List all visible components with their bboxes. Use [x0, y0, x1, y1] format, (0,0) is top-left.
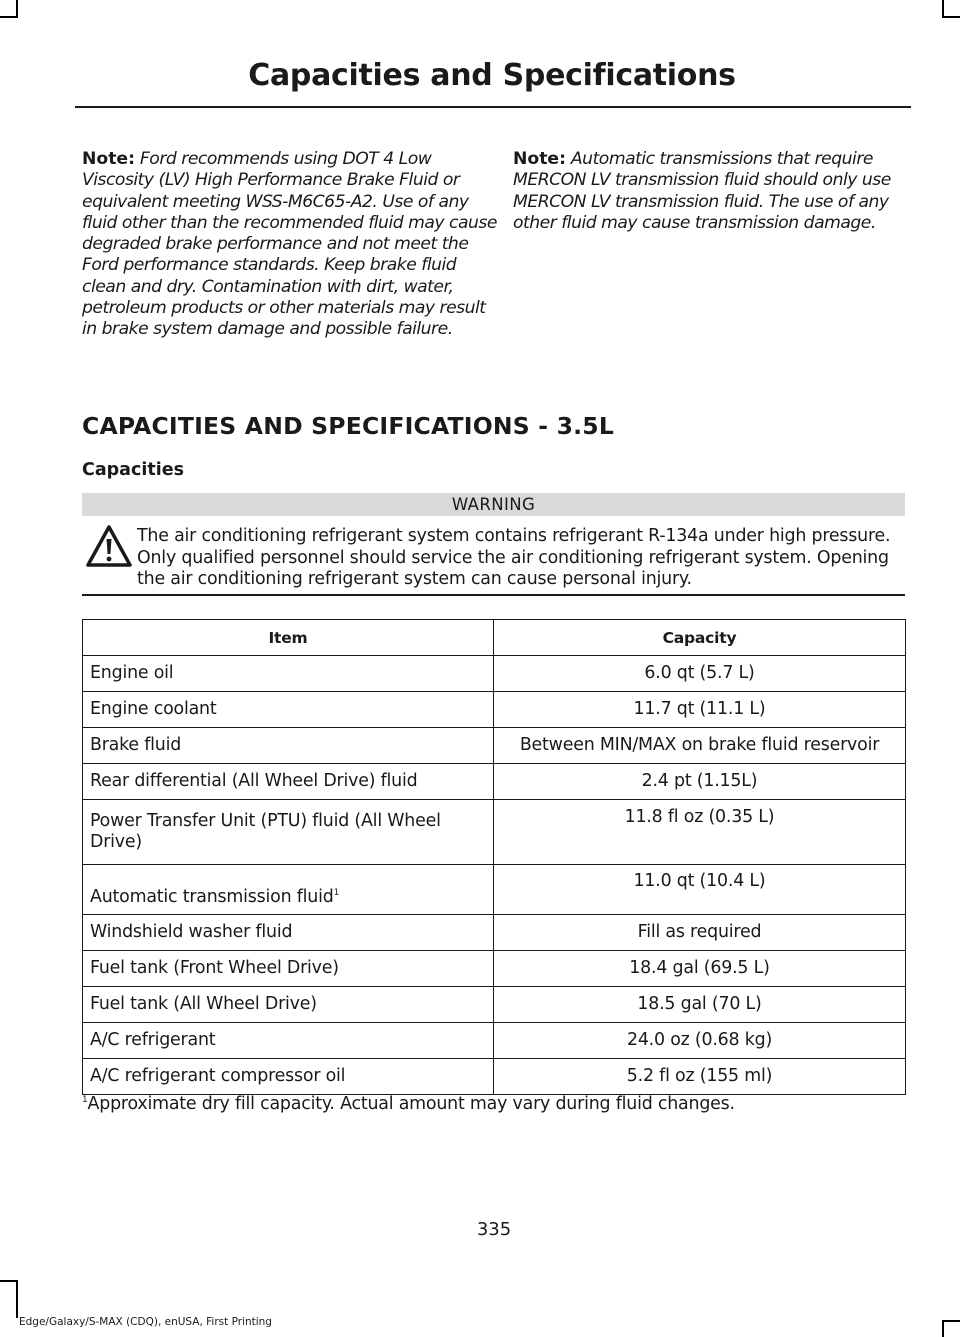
- crop-mark: [16, 1280, 18, 1318]
- table-row: [83, 915, 906, 951]
- page-title: Capacities and Specifications: [248, 58, 736, 93]
- table-header-row: [83, 620, 906, 656]
- capacity-cell: 5.2 fl oz (155 ml): [494, 1059, 906, 1095]
- section-heading: CAPACITIES AND SPECIFICATIONS - 3.5L: [82, 412, 615, 440]
- print-footer: Edge/Galaxy/S-MAX (CDQ), enUSA, First Printing: [19, 1316, 272, 1328]
- note-label: Note:: [82, 149, 135, 169]
- table-row: [83, 692, 906, 728]
- header-divider: [75, 106, 911, 108]
- warning-divider: [82, 594, 905, 596]
- item-cell: A/C refrigerant: [83, 1023, 494, 1059]
- warning-label: WARNING: [451, 495, 536, 514]
- capacity-cell: 6.0 qt (5.7 L): [494, 656, 906, 692]
- crop-mark: [0, 16, 18, 18]
- capacities-table: [82, 619, 906, 1095]
- table-row: [83, 728, 906, 764]
- crop-mark: [942, 16, 960, 18]
- capacity-cell: 11.0 qt (10.4 L): [494, 865, 906, 915]
- item-cell: Engine oil: [83, 656, 494, 692]
- capacity-cell: 24.0 oz (0.68 kg): [494, 1023, 906, 1059]
- footnote-marker: 1: [333, 888, 340, 899]
- item-cell: Windshield washer fluid: [83, 915, 494, 951]
- table-row: [83, 951, 906, 987]
- capacity-cell: Between MIN/MAX on brake fluid reservoir: [494, 728, 906, 764]
- section-subheading: Capacities: [82, 460, 185, 480]
- table-row: [83, 764, 906, 800]
- item-cell: Power Transfer Unit (PTU) fluid (All Wheel Drive): [83, 800, 494, 865]
- item-cell: Fuel tank (All Wheel Drive): [83, 987, 494, 1023]
- note-label: Note:: [513, 149, 566, 169]
- capacity-cell: 18.4 gal (69.5 L): [494, 951, 906, 987]
- warning-banner: [82, 493, 905, 516]
- item-cell: [83, 865, 494, 915]
- column-header-capacity: Capacity: [494, 620, 906, 656]
- table-row: [83, 987, 906, 1023]
- crop-mark: [942, 1320, 944, 1337]
- note-text: Automatic transmissions that require MERCON LV transmission fluid should only use MERCON LV transmission fluid. The use of any other fluid may cause transmission damage.: [513, 149, 891, 233]
- capacity-cell: 11.8 fl oz (0.35 L): [494, 800, 906, 865]
- table-row: [83, 865, 906, 915]
- item-cell: Fuel tank (Front Wheel Drive): [83, 951, 494, 987]
- table-row: [83, 800, 906, 865]
- footnote: [82, 1094, 735, 1114]
- footnote-text: Approximate dry fill capacity. Actual amount may vary during fluid changes.: [87, 1094, 735, 1114]
- crop-mark: [16, 0, 18, 16]
- note-text: Ford recommends using DOT 4 Low Viscosity (LV) High Performance Brake Fluid or equivalent meeting WSS-M6C65-A2. Use of any fluid other than the recommended fluid may cause degraded brake performance and not meet the Ford performance standards. Keep brake fluid clean and dry. Contamination with dirt, water, petroleum products or other materials may result in brake system damage and possible failure.: [82, 149, 497, 340]
- crop-mark: [942, 0, 944, 16]
- capacity-cell: Fill as required: [494, 915, 906, 951]
- transmission-fluid-note: [513, 149, 909, 234]
- item-cell: Engine coolant: [83, 692, 494, 728]
- item-text: Automatic transmission fluid: [90, 887, 334, 907]
- page-number: [0, 1219, 960, 1240]
- item-cell: A/C refrigerant compressor oil: [83, 1059, 494, 1095]
- table-row: [83, 656, 906, 692]
- column-header-item: Item: [83, 620, 494, 656]
- warning-triangle-icon: [86, 524, 132, 568]
- item-cell: Rear differential (All Wheel Drive) fluid: [83, 764, 494, 800]
- capacity-cell: 11.7 qt (11.1 L): [494, 692, 906, 728]
- table-row: [83, 1023, 906, 1059]
- page-header: [0, 58, 960, 93]
- page-number-text: 335: [476, 1219, 512, 1240]
- crop-mark: [942, 1320, 960, 1322]
- warning-text: The air conditioning refrigerant system contains refrigerant R-134a under high pressure. Only qualified personnel should service the air conditioning refrigerant system. Opening the air conditioning refrigerant system can cause personal injury.: [137, 526, 891, 589]
- item-cell: Brake fluid: [83, 728, 494, 764]
- capacity-cell: 2.4 pt (1.15L): [494, 764, 906, 800]
- brake-fluid-note: [82, 149, 502, 341]
- crop-mark: [0, 1280, 18, 1282]
- footnote-marker: 1: [82, 1095, 88, 1106]
- capacity-cell: 18.5 gal (70 L): [494, 987, 906, 1023]
- table-row: [83, 1059, 906, 1095]
